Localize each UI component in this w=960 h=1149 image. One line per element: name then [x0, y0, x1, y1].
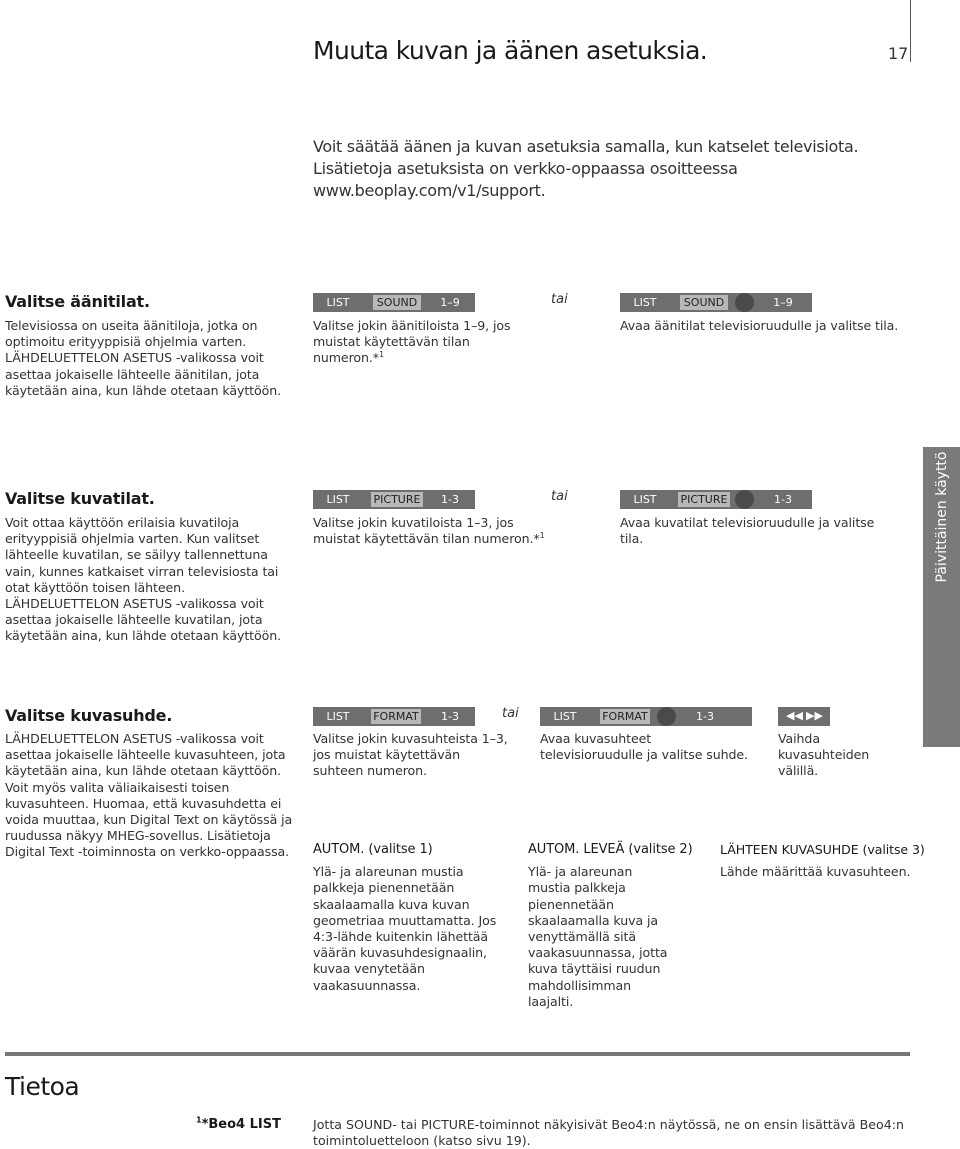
- option-hint: (valitse 1): [368, 842, 433, 857]
- option-hint: (valitse 2): [628, 842, 693, 857]
- format-or-text: tai: [502, 706, 519, 721]
- center-button-icon: [735, 490, 754, 509]
- footnote-ref: 1: [539, 531, 545, 541]
- list-key: LIST: [326, 296, 350, 309]
- step-forward-icon: ▶▶: [806, 709, 823, 722]
- sound-or-text: tai: [551, 292, 568, 307]
- format-key: FORMAT: [600, 709, 650, 724]
- picture-body: Voit ottaa käyttöön erilaisia kuvatiloja erityyppisiä ohjelmia varten. Kun valitset lähteelle kuvatilan, se säilyy tallennettuna vain, kunnes katkaiset virran televisiosta tai otat käyttöön toisen lähteen. LÄHDELUETTELON ASETUS -valikossa voit asettaa jokaiselle lähteelle kuvatilan, jota käytetään aina, kun lähde otetaan käyttöön.: [5, 515, 281, 644]
- picture-key: PICTURE: [678, 492, 730, 507]
- format-option-1: [313, 842, 513, 994]
- side-tab: [923, 447, 960, 747]
- section-divider: [5, 1052, 910, 1056]
- footnote-label-text: *Beo4 LIST: [201, 1117, 281, 1132]
- list-key: LIST: [553, 710, 577, 723]
- center-button-icon: [657, 707, 676, 726]
- picture-or-text: tai: [551, 489, 568, 504]
- footer-heading: Tietoa: [5, 1072, 80, 1101]
- option-text: Ylä- ja alareunan mustia palkkeja pienennetään skaalaamalla kuva ja venyttämällä sitä vaakasuunnassa, jotta kuva täyttäisi ruudun mahdollisimman laajalti.: [528, 864, 668, 1009]
- picture-key-sequence-a: [313, 490, 475, 509]
- format-desc-b: Avaa kuvasuhteet televisioruudulle ja valitse suhde.: [540, 731, 748, 763]
- picture-desc-a: Valitse jokin kuvatiloista 1–3, jos muistat käytettävän tilan numeron.*: [313, 515, 540, 547]
- sound-key-sequence-a: [313, 293, 475, 312]
- sound-key: SOUND: [680, 295, 728, 310]
- option-name: AUTOM.: [313, 842, 365, 857]
- list-key: LIST: [326, 710, 350, 723]
- digit-key: 1–9: [440, 296, 460, 309]
- option-text: Lähde määrittää kuvasuhteen.: [720, 864, 911, 880]
- footnote-marker: 1: [196, 1115, 202, 1125]
- format-arrow-keys: [778, 707, 830, 726]
- format-desc-c: Vaihda kuvasuhteiden välillä.: [778, 731, 870, 779]
- center-button-icon: [735, 293, 754, 312]
- format-key: FORMAT: [371, 709, 421, 724]
- picture-key: PICTURE: [371, 492, 423, 507]
- list-key: LIST: [633, 296, 657, 309]
- digit-key: 1-3: [441, 493, 459, 506]
- option-name: LÄHTEEN KUVASUHDE: [720, 842, 859, 857]
- list-key: LIST: [326, 493, 350, 506]
- footnote-ref: 1: [378, 350, 384, 360]
- format-key-sequence-a: [313, 707, 475, 726]
- picture-heading: Valitse kuvatilat.: [5, 489, 155, 508]
- footnote-text: Jotta SOUND- tai PICTURE-toiminnot näkyisivät Beo4:n näytössä, ne on ensin lisättävä Beo4:n toimintoluetteloon (katso sivu 19).: [313, 1117, 904, 1148]
- sound-key: SOUND: [373, 295, 421, 310]
- page-number: 17: [888, 44, 909, 63]
- format-heading: Valitse kuvasuhde.: [5, 706, 173, 725]
- digit-key: 1-3: [696, 710, 714, 723]
- step-back-icon: ◀◀: [786, 709, 803, 722]
- list-key: LIST: [633, 493, 657, 506]
- sound-desc-a: Valitse jokin äänitiloista 1–9, jos muistat käytettävän tilan numeron.*: [313, 318, 511, 366]
- format-option-3: [720, 842, 925, 880]
- digit-key: 1-3: [441, 710, 459, 723]
- sound-heading: Valitse äänitilat.: [5, 292, 150, 311]
- sound-body: Televisiossa on useita äänitiloja, jotka on optimoitu erityyppisiä ohjelmia varten. LÄHDELUETTELON ASETUS -valikossa voit asettaa jokaiselle lähteelle äänitilan, jota käytetään aina, kun lähde otetaan käyttöön.: [5, 318, 281, 398]
- format-body: LÄHDELUETTELON ASETUS -valikossa voit asettaa jokaiselle lähteelle kuvasuhteen, jota käytetään aina, kun lähde otetaan käyttöön. Voit myös valita väliaikaisesti toisen kuvasuhteen. Huomaa, että kuvasuhdetta ei voida muuttaa, kun Digital Text on käytössä ja ruudussa näkyy MHEG-sovellus. Lisätietoja Digital Text -toiminnosta on verkko-oppaassa.: [5, 731, 293, 860]
- format-desc-a: Valitse jokin kuvasuhteista 1–3, jos muistat käytettävän suhteen numeron.: [313, 731, 508, 779]
- picture-desc-b: Avaa kuvatilat televisioruudulle ja valitse tila.: [620, 515, 875, 547]
- option-name: AUTOM. LEVEÄ: [528, 842, 625, 857]
- picture-key-sequence-b: [620, 490, 812, 509]
- format-option-2: [528, 842, 693, 1010]
- footnote-label: [196, 1117, 281, 1132]
- page-title: Muuta kuvan ja äänen asetuksia.: [313, 36, 708, 65]
- digit-key: 1-3: [774, 493, 792, 506]
- option-text: Ylä- ja alareunan mustia palkkeja pienennetään skaalaamalla kuva kuvan geometriaa muuttamatta. Jos 4:3-lähde kuitenkin lähettää väärän kuvasuhdesignaalin, kuvaa venytetään vaakasuunnassa.: [313, 864, 497, 993]
- sound-key-sequence-b: [620, 293, 812, 312]
- intro-text: Voit säätää äänen ja kuvan asetuksia samalla, kun katselet televisiota. Lisätietoja asetuksista on verkko-oppaassa osoitteessa www.beoplay.com/v1/support.: [313, 137, 859, 200]
- sound-desc-b: Avaa äänitilat televisioruudulle ja valitse tila.: [620, 318, 899, 333]
- side-tab-label: Päivittäinen käyttö: [933, 451, 950, 583]
- format-key-sequence-b: [540, 707, 752, 726]
- digit-key: 1–9: [773, 296, 793, 309]
- option-hint: (valitse 3): [862, 842, 925, 857]
- header-divider: [910, 0, 911, 62]
